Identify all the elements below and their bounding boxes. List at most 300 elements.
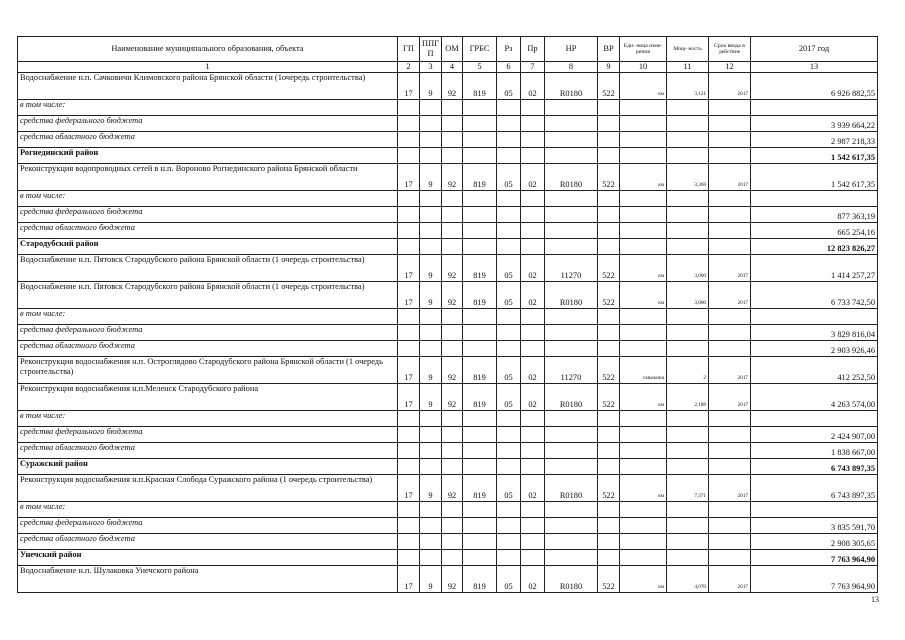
cell-power — [667, 116, 709, 132]
row-name: Реконструкция водоснабжения н.п. Остроглядово Стародубского района Брянской области (1 очередь строительства) — [18, 357, 398, 384]
table-row — [18, 411, 878, 427]
cell-unit: км — [620, 475, 667, 502]
col-number: 1 — [18, 62, 398, 73]
cell-pr — [521, 325, 545, 341]
row-name: Реконструкция водопроводных сетей в н.п. Вороново Рогнединского района Брянской области — [18, 164, 398, 191]
cell-om — [442, 191, 463, 207]
table-row — [18, 427, 878, 443]
cell-vr: 522 — [598, 566, 620, 593]
cell-vr — [598, 443, 620, 459]
cell-gp: 17 — [398, 255, 420, 282]
cell-rz — [497, 191, 521, 207]
table-row — [18, 384, 878, 411]
cell-term — [709, 518, 751, 534]
col-number: 9 — [598, 62, 620, 73]
cell-pr — [521, 207, 545, 223]
cell-grbs — [463, 223, 497, 239]
table-row — [18, 534, 878, 550]
cell-unit — [620, 309, 667, 325]
header-gp: ГП — [398, 37, 420, 62]
row-name: в том числе: — [18, 191, 398, 207]
cell-term — [709, 148, 751, 164]
col-number: 11 — [667, 62, 709, 73]
cell-nr: R0180 — [545, 282, 598, 309]
cell-gp — [398, 207, 420, 223]
cell-pr: 02 — [521, 384, 545, 411]
table-row — [18, 459, 878, 475]
cell-vr — [598, 116, 620, 132]
cell-amount: 412 252,50 — [751, 357, 878, 384]
row-name: в том числе: — [18, 502, 398, 518]
cell-rz — [497, 502, 521, 518]
cell-term — [709, 325, 751, 341]
cell-gp — [398, 341, 420, 357]
cell-grbs — [463, 534, 497, 550]
cell-grbs — [463, 550, 497, 566]
cell-ppgp — [420, 148, 442, 164]
cell-vr — [598, 325, 620, 341]
cell-nr — [545, 239, 598, 255]
cell-vr — [598, 100, 620, 116]
cell-ppgp — [420, 459, 442, 475]
cell-power: 3,368 — [667, 164, 709, 191]
cell-ppgp: 9 — [420, 282, 442, 309]
cell-unit: км — [620, 255, 667, 282]
cell-power — [667, 341, 709, 357]
cell-term — [709, 459, 751, 475]
row-name: Водоснабжение н.п. Пятовск Стародубского района Брянской области (1 очередь строительства) — [18, 282, 398, 309]
cell-grbs — [463, 148, 497, 164]
cell-gp: 17 — [398, 282, 420, 309]
cell-term — [709, 116, 751, 132]
cell-rz — [497, 132, 521, 148]
cell-unit: км — [620, 566, 667, 593]
cell-grbs — [463, 459, 497, 475]
cell-amount: 1 838 667,00 — [751, 443, 878, 459]
row-name: средства областного бюджета — [18, 223, 398, 239]
cell-amount: 6 733 742,50 — [751, 282, 878, 309]
cell-ppgp — [420, 518, 442, 534]
header-name: Наименование муниципального образования, объекта — [18, 37, 398, 62]
cell-grbs — [463, 309, 497, 325]
table-row — [18, 223, 878, 239]
cell-vr — [598, 148, 620, 164]
col-number: 6 — [497, 62, 521, 73]
cell-gp — [398, 427, 420, 443]
cell-amount — [751, 309, 878, 325]
cell-vr: 522 — [598, 357, 620, 384]
cell-term — [709, 427, 751, 443]
cell-grbs — [463, 427, 497, 443]
cell-ppgp — [420, 223, 442, 239]
cell-power — [667, 325, 709, 341]
cell-amount: 1 414 257,27 — [751, 255, 878, 282]
table-row — [18, 132, 878, 148]
cell-vr — [598, 550, 620, 566]
cell-om — [442, 132, 463, 148]
col-number: 4 — [442, 62, 463, 73]
cell-ppgp: 9 — [420, 164, 442, 191]
header-vr: ВР — [598, 37, 620, 62]
table-row — [18, 325, 878, 341]
cell-nr — [545, 550, 598, 566]
cell-ppgp: 9 — [420, 255, 442, 282]
cell-amount: 3 939 664,22 — [751, 116, 878, 132]
cell-power — [667, 207, 709, 223]
cell-unit — [620, 116, 667, 132]
cell-pr — [521, 239, 545, 255]
cell-power — [667, 502, 709, 518]
cell-ppgp: 9 — [420, 384, 442, 411]
cell-nr — [545, 191, 598, 207]
cell-om: 92 — [442, 384, 463, 411]
cell-rz — [497, 223, 521, 239]
cell-grbs: 819 — [463, 73, 497, 100]
cell-term — [709, 191, 751, 207]
cell-amount: 4 263 574,00 — [751, 384, 878, 411]
cell-om — [442, 100, 463, 116]
cell-pr — [521, 116, 545, 132]
cell-gp — [398, 325, 420, 341]
cell-gp — [398, 132, 420, 148]
cell-pr: 02 — [521, 255, 545, 282]
cell-unit — [620, 459, 667, 475]
cell-rz — [497, 411, 521, 427]
cell-pr: 02 — [521, 164, 545, 191]
cell-nr: R0180 — [545, 384, 598, 411]
cell-nr — [545, 223, 598, 239]
table-row — [18, 282, 878, 309]
cell-gp: 17 — [398, 566, 420, 593]
cell-ppgp: 9 — [420, 357, 442, 384]
cell-om: 92 — [442, 255, 463, 282]
cell-grbs — [463, 443, 497, 459]
cell-vr — [598, 207, 620, 223]
cell-vr: 522 — [598, 475, 620, 502]
cell-rz: 05 — [497, 475, 521, 502]
cell-grbs — [463, 325, 497, 341]
cell-rz: 05 — [497, 566, 521, 593]
cell-power: 2,188 — [667, 384, 709, 411]
row-name: средства федерального бюджета — [18, 207, 398, 223]
cell-term: 2017 — [709, 566, 751, 593]
cell-unit — [620, 518, 667, 534]
cell-term — [709, 100, 751, 116]
header-unit: Еди- ница изме- рения — [620, 37, 667, 62]
cell-amount: 2 903 926,46 — [751, 341, 878, 357]
cell-pr — [521, 443, 545, 459]
column-numbers-row — [18, 62, 878, 73]
cell-amount: 3 835 591,70 — [751, 518, 878, 534]
table-row — [18, 550, 878, 566]
cell-power — [667, 534, 709, 550]
cell-nr — [545, 148, 598, 164]
cell-unit — [620, 148, 667, 164]
row-name: Реконструкция водоснабжения н.п.Красная Слобода Суражского района (1 очередь строительства) — [18, 475, 398, 502]
cell-term — [709, 502, 751, 518]
cell-grbs: 819 — [463, 475, 497, 502]
cell-gp — [398, 534, 420, 550]
header-power: Мощ- ность — [667, 37, 709, 62]
cell-amount: 3 829 816,04 — [751, 325, 878, 341]
cell-power — [667, 518, 709, 534]
cell-nr — [545, 116, 598, 132]
cell-grbs — [463, 191, 497, 207]
cell-nr: R0180 — [545, 164, 598, 191]
cell-pr — [521, 309, 545, 325]
cell-grbs — [463, 239, 497, 255]
cell-om — [442, 239, 463, 255]
row-name: средства федерального бюджета — [18, 427, 398, 443]
cell-grbs — [463, 502, 497, 518]
cell-power — [667, 427, 709, 443]
row-name: средства областного бюджета — [18, 132, 398, 148]
cell-ppgp — [420, 132, 442, 148]
cell-grbs — [463, 341, 497, 357]
cell-nr — [545, 518, 598, 534]
header-om: ОМ — [442, 37, 463, 62]
cell-om — [442, 443, 463, 459]
cell-amount: 12 823 826,27 — [751, 239, 878, 255]
cell-power — [667, 100, 709, 116]
cell-om — [442, 518, 463, 534]
cell-nr — [545, 443, 598, 459]
row-name: Реконструкция водоснабжения н.п.Меленск Стародубского района — [18, 384, 398, 411]
cell-nr: 11270 — [545, 255, 598, 282]
cell-rz — [497, 443, 521, 459]
cell-term — [709, 239, 751, 255]
cell-pr — [521, 550, 545, 566]
table-row — [18, 191, 878, 207]
cell-nr: R0180 — [545, 475, 598, 502]
cell-power: 7,371 — [667, 475, 709, 502]
cell-unit: км — [620, 164, 667, 191]
cell-pr — [521, 459, 545, 475]
table-row — [18, 309, 878, 325]
table-row — [18, 239, 878, 255]
cell-power — [667, 132, 709, 148]
cell-nr: R0180 — [545, 73, 598, 100]
cell-amount: 877 363,19 — [751, 207, 878, 223]
cell-rz — [497, 100, 521, 116]
table-row — [18, 148, 878, 164]
cell-unit — [620, 341, 667, 357]
cell-gp — [398, 502, 420, 518]
cell-nr — [545, 341, 598, 357]
row-name: средства федерального бюджета — [18, 518, 398, 534]
cell-grbs: 819 — [463, 384, 497, 411]
cell-unit: скважина — [620, 357, 667, 384]
header-grbs: ГРБС — [463, 37, 497, 62]
cell-gp — [398, 550, 420, 566]
cell-pr: 02 — [521, 566, 545, 593]
cell-om — [442, 148, 463, 164]
cell-amount — [751, 191, 878, 207]
cell-ppgp: 9 — [420, 475, 442, 502]
cell-term — [709, 207, 751, 223]
cell-gp — [398, 100, 420, 116]
cell-unit — [620, 411, 667, 427]
cell-vr — [598, 502, 620, 518]
cell-om — [442, 341, 463, 357]
cell-nr — [545, 100, 598, 116]
cell-vr: 522 — [598, 73, 620, 100]
cell-rz — [497, 309, 521, 325]
cell-amount — [751, 411, 878, 427]
cell-unit — [620, 325, 667, 341]
row-name: Водоснабжение н.п. Сачковичи Климовского района Брянской области (1очередь строительства) — [18, 73, 398, 100]
cell-power — [667, 223, 709, 239]
col-number: 3 — [420, 62, 442, 73]
cell-rz — [497, 427, 521, 443]
table-row — [18, 518, 878, 534]
cell-vr — [598, 534, 620, 550]
cell-rz — [497, 518, 521, 534]
cell-unit — [620, 191, 667, 207]
table-row — [18, 341, 878, 357]
cell-ppgp — [420, 116, 442, 132]
cell-amount: 2 987 218,33 — [751, 132, 878, 148]
cell-term: 2017 — [709, 384, 751, 411]
cell-rz — [497, 550, 521, 566]
table-row — [18, 207, 878, 223]
cell-grbs — [463, 116, 497, 132]
table-row — [18, 116, 878, 132]
cell-om — [442, 427, 463, 443]
col-number: 7 — [521, 62, 545, 73]
cell-rz — [497, 459, 521, 475]
cell-om: 92 — [442, 475, 463, 502]
cell-nr — [545, 534, 598, 550]
cell-unit — [620, 550, 667, 566]
col-number: 12 — [709, 62, 751, 73]
cell-pr: 02 — [521, 357, 545, 384]
cell-rz: 05 — [497, 73, 521, 100]
cell-unit — [620, 443, 667, 459]
cell-om — [442, 459, 463, 475]
col-number: 8 — [545, 62, 598, 73]
cell-gp — [398, 239, 420, 255]
cell-rz — [497, 341, 521, 357]
table-row — [18, 475, 878, 502]
cell-om: 92 — [442, 73, 463, 100]
cell-amount: 7 763 964,90 — [751, 566, 878, 593]
table-body — [18, 73, 878, 593]
cell-gp — [398, 116, 420, 132]
cell-unit — [620, 239, 667, 255]
cell-rz: 05 — [497, 357, 521, 384]
table-row — [18, 443, 878, 459]
cell-amount — [751, 100, 878, 116]
cell-pr — [521, 502, 545, 518]
cell-term: 2017 — [709, 73, 751, 100]
cell-rz — [497, 534, 521, 550]
cell-unit — [620, 534, 667, 550]
cell-term — [709, 309, 751, 325]
cell-om — [442, 534, 463, 550]
cell-grbs — [463, 132, 497, 148]
cell-ppgp — [420, 325, 442, 341]
cell-pr — [521, 148, 545, 164]
cell-ppgp — [420, 191, 442, 207]
cell-grbs — [463, 207, 497, 223]
cell-amount: 1 542 617,35 — [751, 148, 878, 164]
cell-om — [442, 309, 463, 325]
cell-unit — [620, 502, 667, 518]
cell-vr — [598, 459, 620, 475]
cell-rz — [497, 148, 521, 164]
cell-gp — [398, 459, 420, 475]
header-ppgp: ППГП — [420, 37, 442, 62]
cell-ppgp — [420, 550, 442, 566]
table-row — [18, 502, 878, 518]
cell-gp: 17 — [398, 164, 420, 191]
cell-gp: 17 — [398, 384, 420, 411]
cell-vr: 522 — [598, 255, 620, 282]
table-row — [18, 73, 878, 100]
cell-unit: км — [620, 282, 667, 309]
cell-term: 2017 — [709, 357, 751, 384]
col-number: 10 — [620, 62, 667, 73]
cell-term — [709, 550, 751, 566]
cell-ppgp — [420, 427, 442, 443]
cell-grbs — [463, 518, 497, 534]
cell-rz — [497, 207, 521, 223]
cell-power: 2 — [667, 357, 709, 384]
table-row — [18, 100, 878, 116]
cell-pr — [521, 518, 545, 534]
cell-amount: 6 743 897,35 — [751, 459, 878, 475]
cell-ppgp — [420, 341, 442, 357]
cell-vr: 522 — [598, 282, 620, 309]
cell-ppgp — [420, 411, 442, 427]
cell-unit — [620, 223, 667, 239]
cell-ppgp — [420, 534, 442, 550]
cell-pr: 02 — [521, 282, 545, 309]
col-number: 5 — [463, 62, 497, 73]
cell-gp: 17 — [398, 475, 420, 502]
cell-vr — [598, 518, 620, 534]
cell-power: 4,070 — [667, 566, 709, 593]
cell-term: 2017 — [709, 475, 751, 502]
row-name: в том числе: — [18, 309, 398, 325]
cell-pr: 02 — [521, 73, 545, 100]
cell-pr — [521, 223, 545, 239]
cell-power: 3,000 — [667, 282, 709, 309]
cell-gp — [398, 223, 420, 239]
cell-power — [667, 309, 709, 325]
table-row — [18, 357, 878, 384]
cell-amount: 6 743 897,35 — [751, 475, 878, 502]
row-name: средства федерального бюджета — [18, 116, 398, 132]
col-number: 2 — [398, 62, 420, 73]
cell-vr — [598, 132, 620, 148]
cell-vr — [598, 341, 620, 357]
cell-nr — [545, 132, 598, 148]
row-name: средства областного бюджета — [18, 341, 398, 357]
cell-unit — [620, 132, 667, 148]
cell-vr — [598, 191, 620, 207]
cell-gp — [398, 309, 420, 325]
cell-om: 92 — [442, 566, 463, 593]
cell-nr — [545, 325, 598, 341]
cell-pr — [521, 411, 545, 427]
cell-om: 92 — [442, 164, 463, 191]
cell-nr — [545, 427, 598, 443]
cell-grbs: 819 — [463, 357, 497, 384]
cell-grbs: 819 — [463, 164, 497, 191]
cell-vr — [598, 411, 620, 427]
